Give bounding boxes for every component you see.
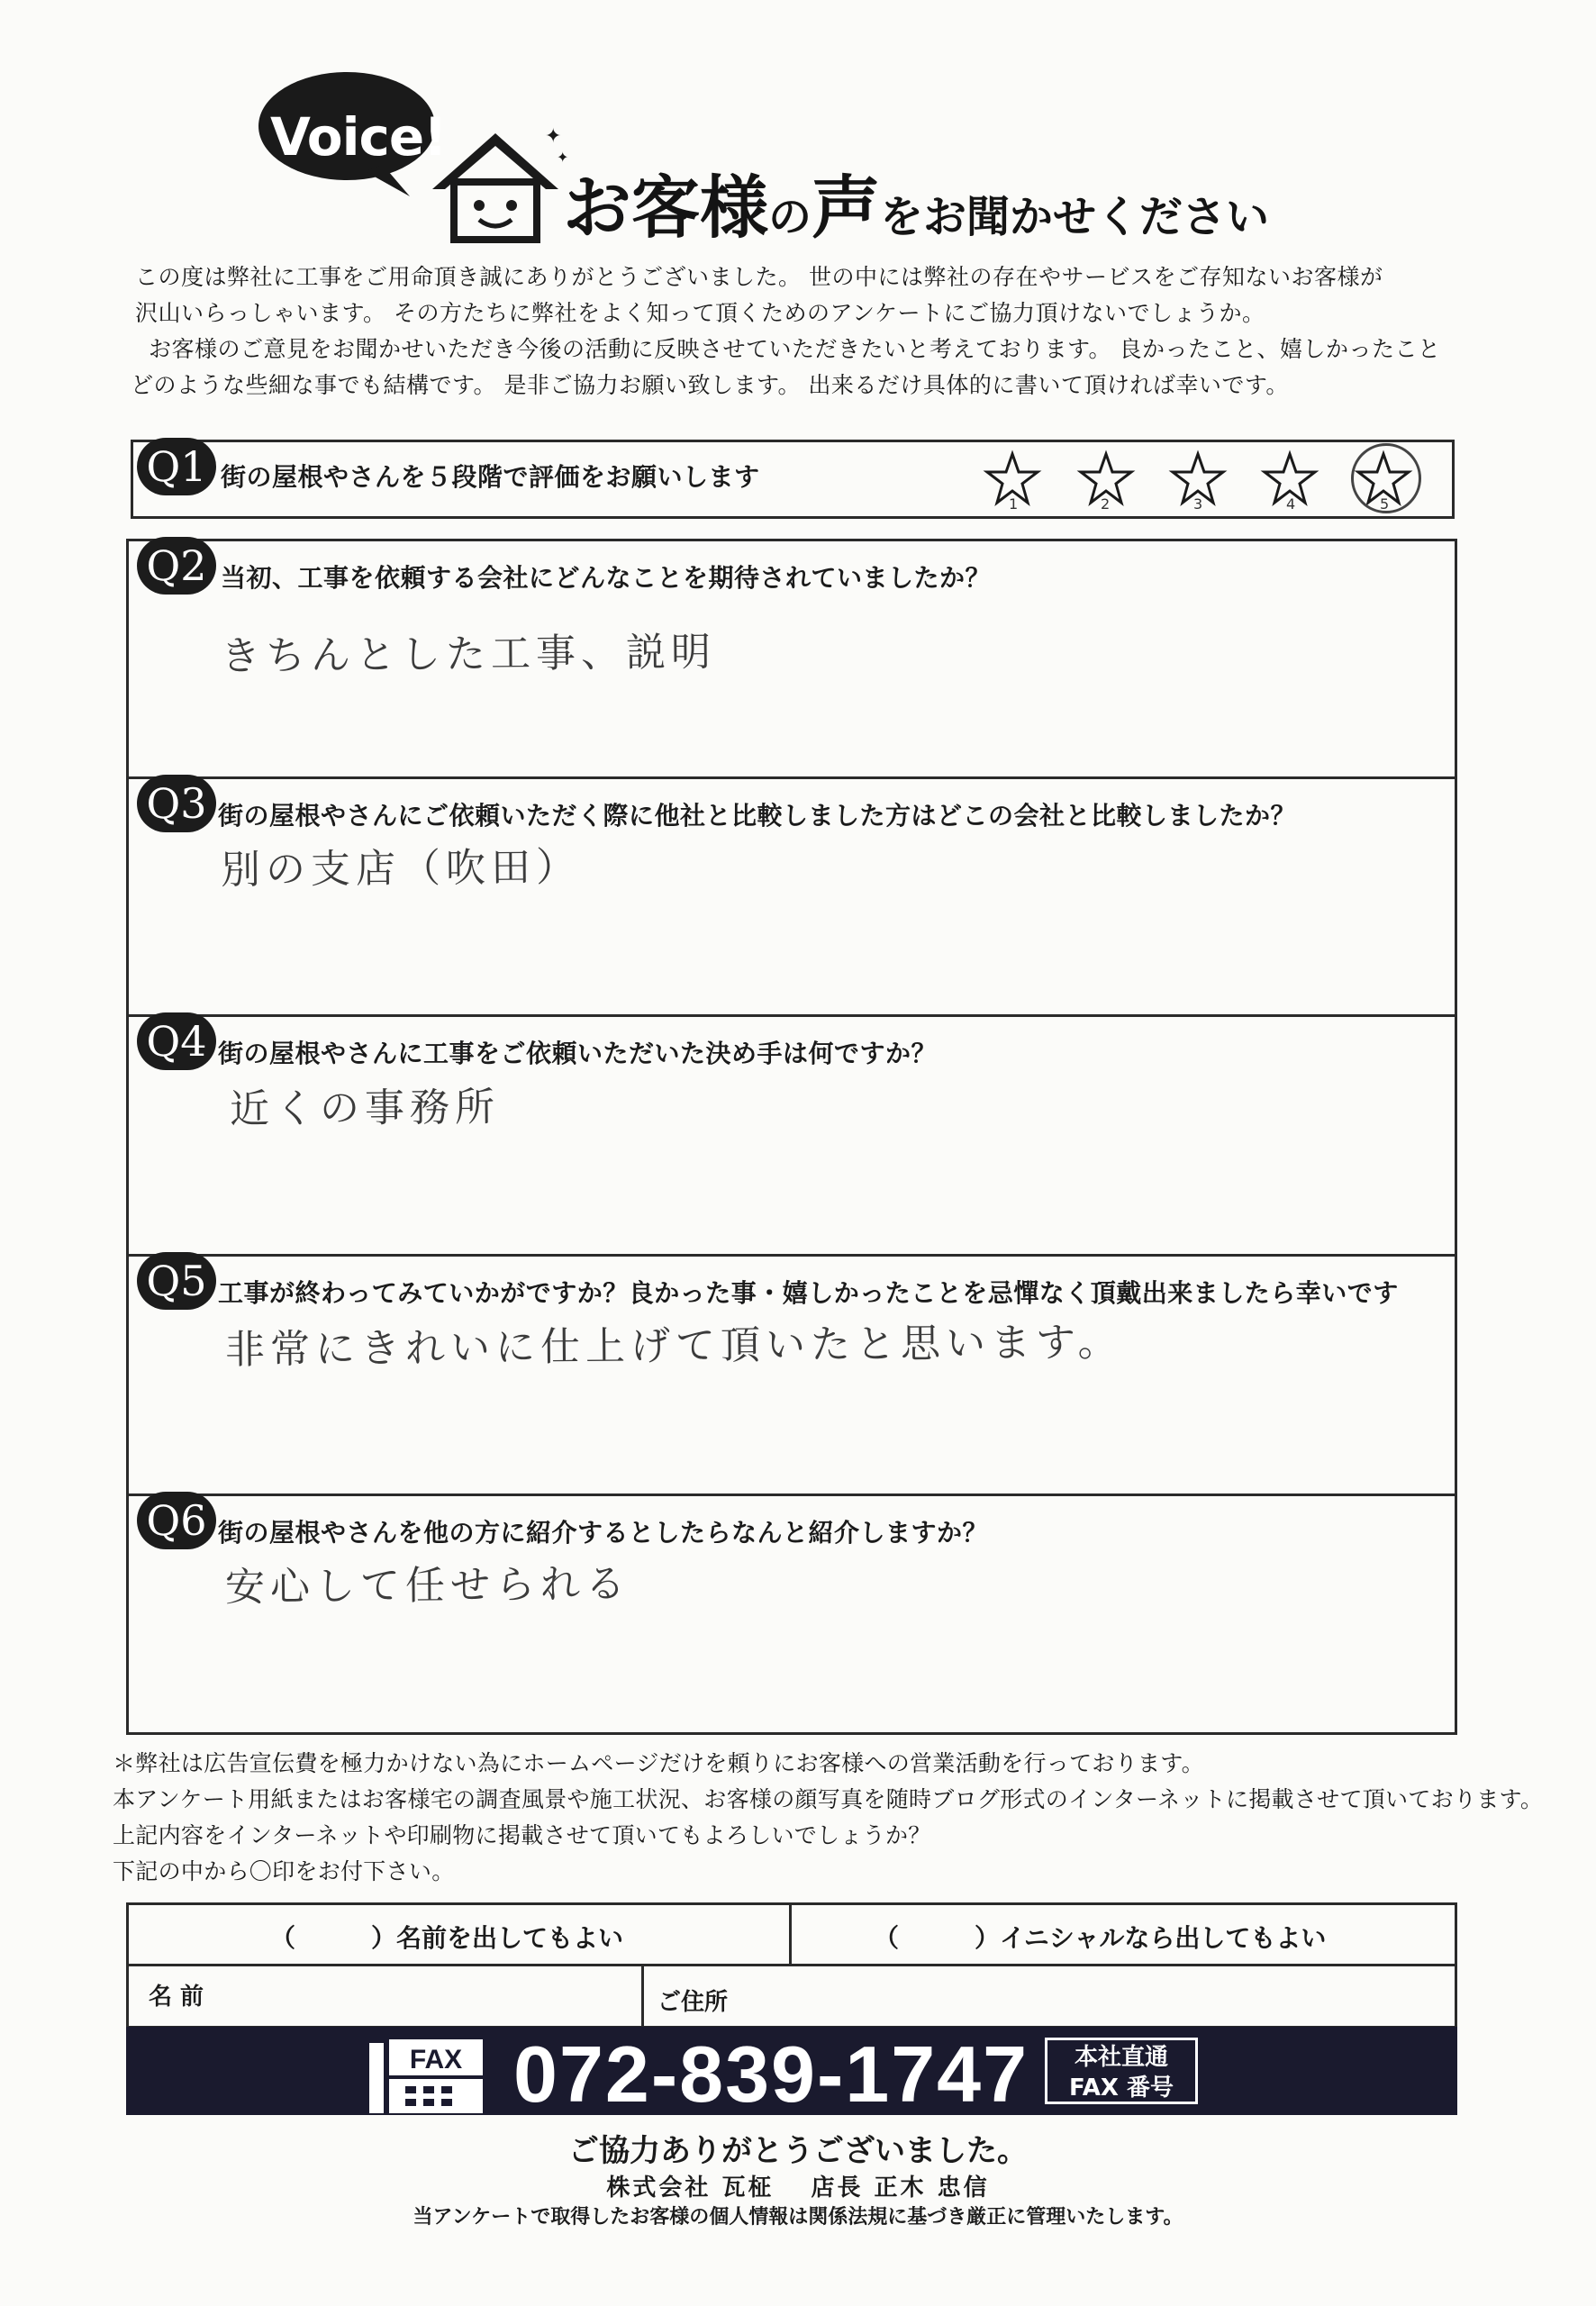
q3-question: 街の屋根やさんにご依頼いただく際に他社と比較しました方はどこの会社と比較しましたか？ (218, 801, 1297, 831)
consent-divider-v1 (789, 1902, 792, 1966)
note-line-3: 上記内容をインターネットや印刷物に掲載させて頂いてもよろしいでしょうか？ (113, 1822, 931, 1848)
q6-badge: Q6 (137, 1492, 216, 1549)
privacy-note: 当アンケートで取得したお客様の個人情報は関係法規に基づき厳正に管理いたします。 (413, 2206, 1183, 2229)
q4-badge: Q4 (137, 1012, 216, 1070)
company-text: 株式会社 瓦柾 店長 正木 忠信 (606, 2174, 990, 2202)
divider-q4 (126, 1014, 1457, 1017)
title-rest: をお聞かせください (880, 192, 1270, 242)
intro-line-3: お客様のご意見をお聞かせいただき今後の活動に反映させていただきたいと考えております。 良かったこと、嬉しかったこと (149, 336, 1441, 362)
q6-question: 街の屋根やさんを他の方に紹介するとしたらなんと紹介しますか？ (218, 1518, 989, 1548)
fax-box-line-1: 本社直通 (1074, 2044, 1168, 2071)
fax-direct-box (1045, 2038, 1198, 2104)
note-line-1: ＊弊社は広告宣伝費を極力かけない為にホームページだけを頼りにお客様への営業活動を行っております。 (113, 1750, 1204, 1776)
q3-answer[interactable]: 別の支店（吹田） (220, 844, 582, 894)
fax-icon-label: FAX (409, 2045, 463, 2074)
fax-box-line-2: FAX 番号 (1069, 2074, 1174, 2102)
q2-answer[interactable]: きちんとした工事、説明 (220, 629, 717, 680)
q5-question: 工事が終わってみていかがですか？良かった事・嬉しかったことを忌憚なく頂戴出来ましたら幸いです (218, 1278, 1399, 1308)
divider-q5 (126, 1254, 1457, 1257)
q4-answer[interactable]: 近くの事務所 (229, 1084, 501, 1133)
address-field-label: ご住所 (657, 1989, 729, 2016)
intro-line-2: 沢山いらっしゃいます。 その方たちに弊社をよく知って頂くためのアンケートにご協力頂けないでしょうか。 (135, 300, 1265, 326)
voice-badge-text: Voice! (270, 106, 447, 168)
consent-divider-v2 (641, 1964, 644, 2029)
consent-name-option[interactable]: （ ）名前を出してもよい (270, 1923, 624, 1953)
name-field-label: 名 前 (149, 1984, 204, 2011)
consent-initial-option[interactable]: （ ）イニシャルなら出してもよい (874, 1923, 1327, 1953)
intro-line-4: どのような些細な事でも結構です。 是非ご協力お願い致します。 出来るだけ具体的に書いて頂ければ幸いです。 (131, 372, 1289, 398)
title-voice: 声 (812, 168, 881, 248)
title-no: の (768, 192, 812, 242)
house-icon (423, 126, 567, 248)
q6-answer[interactable]: 安心して任せられる (224, 1561, 631, 1611)
consent-divider-h (126, 1964, 1457, 1966)
q5-badge: Q5 (137, 1252, 216, 1310)
star-label-4: 4 (1286, 495, 1296, 513)
star-label-1: 1 (1009, 495, 1019, 513)
q5-answer[interactable]: 非常にきれいに仕上げて頂いたと思います。 (224, 1319, 1123, 1374)
fax-machine-icon (369, 2034, 486, 2115)
rating-circle-mark (1351, 443, 1421, 513)
svg-text:✦: ✦ (545, 125, 562, 148)
fax-number[interactable]: 072-839-1747 (513, 2029, 1029, 2119)
q2-badge: Q2 (137, 537, 216, 595)
title-customer: お客様 (563, 168, 768, 248)
note-line-4: 下記の中から〇印をお付下さい。 (113, 1858, 455, 1884)
star-label-2: 2 (1101, 495, 1111, 513)
q1-question: 街の屋根やさんを５段階で評価をお願いします (221, 462, 760, 492)
q3-badge: Q3 (137, 775, 216, 832)
star-label-3: 3 (1193, 495, 1203, 513)
intro-line-1: この度は弊社に工事をご用命頂き誠にありがとうございました。 世の中には弊社の存在やサービスをご存知ないお客様が (135, 264, 1383, 290)
q4-question: 街の屋根やさんに工事をご依頼いただいた決め手は何ですか？ (218, 1039, 938, 1068)
divider-q6 (126, 1493, 1457, 1496)
divider-q3 (126, 776, 1457, 779)
svg-text:✦: ✦ (557, 149, 569, 166)
page-title (563, 153, 1269, 251)
thanks-text: ご協力ありがとうございました。 (568, 2133, 1028, 2169)
q1-badge: Q1 (137, 438, 216, 495)
note-line-2: 本アンケート用紙またはお客様宅の調査風景や施工状況、お客様の顔写真を随時ブログ形式のインターネットに掲載させて頂いております。 (113, 1786, 1544, 1812)
star-label-5: 5 (1380, 495, 1390, 513)
q2-question: 当初、工事を依頼する会社にどんなことを期待されていましたか？ (221, 563, 992, 593)
